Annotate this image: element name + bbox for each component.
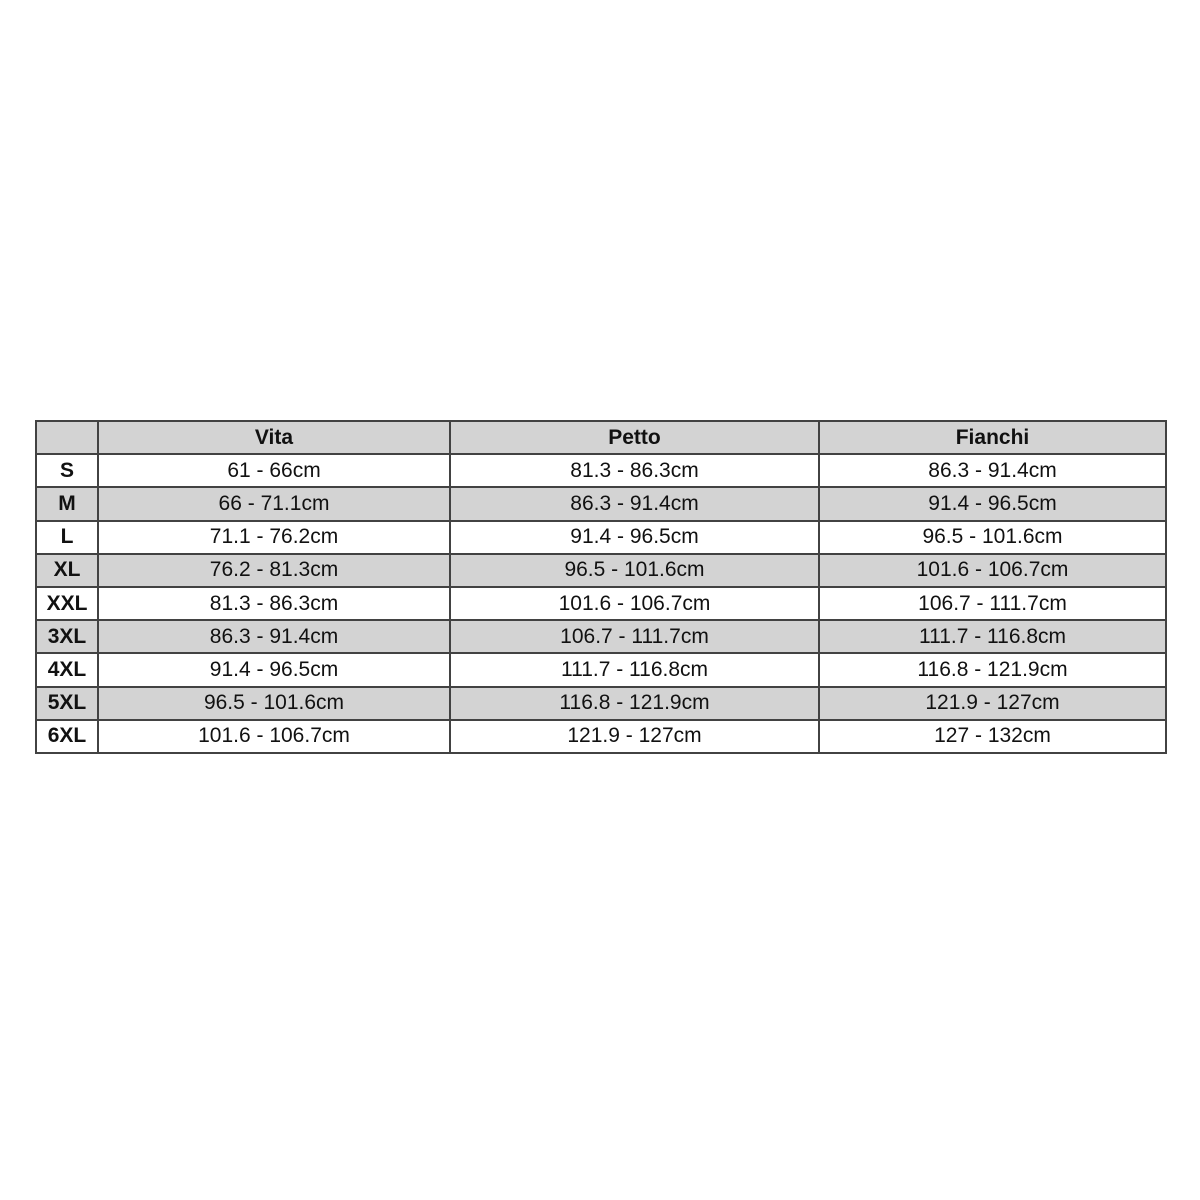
table-row-3xl [36,620,1166,653]
petto-value: 91.4 - 96.5cm [450,521,819,554]
table-row-6xl [36,720,1166,753]
table-row-xl [36,554,1166,587]
fianchi-value: 86.3 - 91.4cm [819,454,1166,487]
size-label: 5XL [36,687,98,720]
table-row-l [36,521,1166,554]
size-chart-table [35,420,1167,754]
size-label: S [36,454,98,487]
fianchi-value: 106.7 - 111.7cm [819,587,1166,620]
petto-value: 81.3 - 86.3cm [450,454,819,487]
table-row-xxl [36,587,1166,620]
petto-value: 96.5 - 101.6cm [450,554,819,587]
size-label: XXL [36,587,98,620]
vita-value: 61 - 66cm [98,454,450,487]
size-label: 3XL [36,620,98,653]
header-cell-petto: Petto [450,421,819,454]
table-row-m [36,487,1166,520]
fianchi-value: 116.8 - 121.9cm [819,653,1166,686]
size-label: XL [36,554,98,587]
fianchi-value: 127 - 132cm [819,720,1166,753]
header-cell-fianchi: Fianchi [819,421,1166,454]
vita-value: 71.1 - 76.2cm [98,521,450,554]
fianchi-value: 96.5 - 101.6cm [819,521,1166,554]
vita-value: 66 - 71.1cm [98,487,450,520]
petto-value: 121.9 - 127cm [450,720,819,753]
table-row-5xl [36,687,1166,720]
vita-value: 96.5 - 101.6cm [98,687,450,720]
petto-value: 86.3 - 91.4cm [450,487,819,520]
size-label: 4XL [36,653,98,686]
petto-value: 116.8 - 121.9cm [450,687,819,720]
petto-value: 111.7 - 116.8cm [450,653,819,686]
fianchi-value: 101.6 - 106.7cm [819,554,1166,587]
fianchi-value: 91.4 - 96.5cm [819,487,1166,520]
petto-value: 101.6 - 106.7cm [450,587,819,620]
fianchi-value: 111.7 - 116.8cm [819,620,1166,653]
vita-value: 81.3 - 86.3cm [98,587,450,620]
size-label: M [36,487,98,520]
size-label: L [36,521,98,554]
vita-value: 91.4 - 96.5cm [98,653,450,686]
header-cell-vita: Vita [98,421,450,454]
vita-value: 86.3 - 91.4cm [98,620,450,653]
table-row-4xl [36,653,1166,686]
header-row [36,421,1166,454]
vita-value: 76.2 - 81.3cm [98,554,450,587]
fianchi-value: 121.9 - 127cm [819,687,1166,720]
header-cell-size [36,421,98,454]
size-label: 6XL [36,720,98,753]
vita-value: 101.6 - 106.7cm [98,720,450,753]
table-row-s [36,454,1166,487]
petto-value: 106.7 - 111.7cm [450,620,819,653]
